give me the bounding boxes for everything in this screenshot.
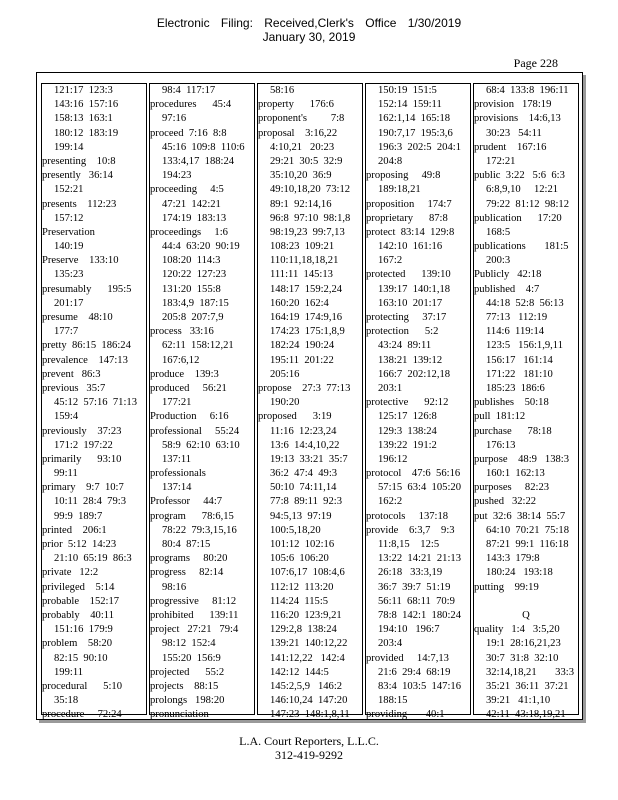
index-entry: published 4:7 (474, 283, 540, 295)
index-citation: 162:2 (378, 496, 403, 508)
index-entry: public 3:22 5:6 6:3 (474, 170, 565, 182)
reporter-company: L.A. Court Reporters, L.L.C. (239, 734, 379, 748)
index-citation: 157:12 (54, 212, 84, 224)
index-citation: 100:5,18,20 (270, 524, 321, 536)
index-citation: 147:23 148:1,8,11 (270, 709, 350, 721)
index-entry: produced 56:21 (150, 382, 227, 394)
index-citation: 205:8 207:7,9 (162, 312, 224, 323)
index-citation: 140:19 (54, 241, 84, 253)
index-citation: 49:10,18,20 73:12 (270, 184, 351, 196)
index-entry: presenting 10:8 (42, 155, 116, 167)
index-citation: 120:22 127:23 (162, 269, 227, 281)
efile-word: Received,Clerk's (264, 16, 354, 30)
index-citation: 94:5,13 97:19 (270, 510, 332, 522)
index-citation: 36:2 47:4 49:3 (270, 468, 338, 480)
index-citation: 160:20 162:4 (270, 297, 329, 309)
index-citation: 190:7,17 195:3,6 (378, 127, 453, 139)
index-entry: property 176:6 (258, 99, 334, 111)
index-citation: 133:4,17 188:24 (162, 155, 235, 167)
index-entry: progress 82:14 (150, 567, 224, 579)
index-entry: purchase 78:18 (474, 425, 552, 437)
index-citation: Q (522, 609, 530, 621)
index-entry: primary 9:7 10:7 (42, 482, 124, 494)
index-citation: 121:17 123:3 (54, 85, 113, 96)
index-citation: 135:23 (54, 269, 84, 281)
index-citation: 116:20 123:9,21 (270, 609, 342, 621)
index-entry: Production 6:16 (150, 411, 229, 423)
index-citation: 112:12 113:20 (270, 581, 334, 593)
index-citation: 111:11 145:13 (270, 269, 333, 281)
index-citation: 35:10,20 36:9 (270, 170, 332, 182)
index-citation: 188:15 (378, 695, 408, 707)
index-citation: 99:9 189:7 (54, 510, 103, 522)
index-entry: primarily 93:10 (42, 453, 122, 465)
index-column (149, 83, 255, 721)
index-citation: 21:10 65:19 86:3 (54, 553, 132, 565)
index-citation: 146:10,24 147:20 (270, 695, 348, 707)
index-entry: quality 1:4 3:5,20 (474, 624, 560, 636)
index-citation: 62:11 158:12,21 (162, 340, 234, 352)
index-entry: prevent 86:3 (42, 368, 101, 380)
index-entry: propose 27:3 77:13 (258, 382, 351, 394)
index-column (473, 83, 579, 721)
index-citation: 35:18 (54, 695, 79, 707)
index-citation: 30:7 31:8 32:10 (486, 652, 559, 664)
index-entry: putting 99:19 (474, 581, 539, 593)
index-entry: private 12:2 (42, 567, 99, 579)
index-citation: 203:4 (378, 638, 403, 650)
index-entry: provide 6:3,7 9:3 (366, 524, 455, 536)
index-citation: 98:4 117:17 (162, 85, 216, 96)
index-citation: 138:21 139:12 (378, 354, 443, 366)
index-citation: 172:21 (486, 155, 516, 167)
index-entry: purposes 82:23 (474, 482, 550, 494)
index-citation: 148:17 159:2,24 (270, 283, 343, 295)
index-citation: 19:13 33:21 35:7 (270, 453, 348, 465)
index-entry: proprietary 87:8 (366, 212, 448, 224)
index-citation: 107:6,17 108:4,6 (270, 567, 345, 579)
index-citation: 162:1,14 165:18 (378, 113, 451, 125)
index-entry: prudent 167:16 (474, 141, 547, 153)
index-entry: printed 206:1 (42, 524, 107, 536)
index-citation: 77:13 112:19 (486, 312, 548, 323)
index-entry: pushed 32:22 (474, 496, 537, 508)
index-citation: 156:17 161:14 (486, 354, 553, 366)
index-column (365, 83, 471, 721)
index-citation: 101:12 102:16 (270, 539, 335, 550)
index-citation: 129:2,8 138:24 (270, 624, 337, 636)
index-citation: 152:14 159:11 (378, 99, 442, 111)
index-entry: process 33:16 (150, 326, 214, 338)
index-citation: 125:17 126:8 (378, 411, 437, 423)
index-entry: provisions 14:6,13 (474, 113, 561, 125)
index-citation: 96:8 97:10 98:1,8 (270, 212, 351, 224)
index-citation: 58:16 (270, 85, 295, 96)
index-citation: 196:12 (378, 453, 408, 465)
index-entry: programs 80:20 (150, 553, 228, 565)
index-citation: 89:1 92:14,16 (270, 198, 332, 210)
index-citation: 182:24 190:24 (270, 340, 335, 352)
index-entry: proceeding 4:5 (150, 184, 224, 196)
index-citation: 32:14,18,21 33:3 (486, 666, 574, 678)
index-citation: 195:11 201:22 (270, 354, 334, 366)
index-citation: 10:11 28:4 79:3 (54, 496, 126, 508)
index-entry: Preserve 133:10 (42, 255, 119, 267)
index-citation: 205:16 (270, 368, 300, 380)
index-citation: 80:4 87:15 (162, 539, 211, 550)
index-citation: 203:1 (378, 382, 403, 394)
index-citation: 200:3 (486, 255, 511, 267)
index-citation: 180:24 193:18 (486, 567, 553, 579)
efile-date: January 30, 2019 (262, 30, 356, 44)
index-citation: 123:5 156:1,9,11 (486, 340, 564, 352)
index-citation: 189:18,21 (378, 184, 421, 196)
index-citation: 174:23 175:1,8,9 (270, 326, 345, 338)
index-citation: 45:16 109:8 110:6 (162, 141, 245, 153)
index-citation: 159:4 (54, 411, 79, 423)
reporter-footer (0, 734, 618, 762)
index-citation: 177:7 (54, 326, 79, 338)
electronic-filing-stamp (0, 16, 618, 44)
index-citation: 129:3 138:24 (378, 425, 437, 437)
index-entry: proponent's 7:8 (258, 113, 345, 125)
index-citation: 110:11,18,18,21 (270, 255, 339, 267)
index-entry: prolongs 198:20 (150, 695, 225, 707)
index-citation: 43:24 89:11 (378, 340, 432, 352)
index-entry: Professor 44:7 (150, 496, 223, 508)
index-entry: prohibited 139:11 (150, 609, 239, 621)
index-entry: procedural 5:10 (42, 680, 123, 692)
index-citation: 174:19 183:13 (162, 212, 227, 224)
index-citation: 151:16 179:9 (54, 624, 113, 636)
index-entry: purpose 48:9 138:3 (474, 453, 570, 465)
index-entry: publications 181:5 (474, 241, 569, 253)
index-citation: 190:20 (270, 397, 300, 409)
index-citation: 180:12 183:19 (54, 127, 119, 139)
index-citation: 199:11 (54, 666, 84, 678)
index-entry: presumably 195:5 (42, 283, 132, 295)
index-citation: 11:16 12:23,24 (270, 425, 337, 437)
index-entry: progressive 81:12 (150, 595, 237, 607)
index-entry: proceed 7:16 8:8 (150, 127, 227, 139)
index-citation: 77:8 89:11 92:3 (270, 496, 342, 508)
index-citation: 58:9 62:10 63:10 (162, 439, 240, 451)
index-columns (37, 73, 582, 719)
index-entry: projected 55:2 (150, 666, 225, 678)
index-entry: protection 5:2 (366, 326, 439, 338)
index-entry: proposing 49:8 (366, 170, 441, 182)
index-column (257, 83, 363, 721)
index-citation: 97:16 (162, 113, 187, 125)
efile-word: Office (365, 16, 397, 30)
index-citation: 13:22 14:21 21:13 (378, 553, 461, 565)
index-citation: 152:21 (54, 184, 84, 196)
index-citation: 105:6 106:20 (270, 553, 329, 565)
index-entry: pronunciation (150, 709, 209, 721)
index-citation: 57:15 63:4 105:20 (378, 482, 461, 494)
index-citation: 56:11 68:11 70:9 (378, 595, 455, 607)
index-citation: 30:23 54:11 (486, 127, 542, 139)
index-citation: 82:15 90:10 (54, 652, 108, 664)
page-number: Page 228 (513, 56, 558, 70)
index-citation: 137:14 (162, 482, 192, 494)
index-citation: 204:8 (378, 155, 403, 167)
index-citation: 44:4 63:20 90:19 (162, 241, 240, 253)
index-entry: protect 83:14 129:8 (366, 226, 455, 238)
index-citation: 87:21 99:1 116:18 (486, 539, 569, 550)
index-entry: protocol 47:6 56:16 (366, 468, 461, 480)
index-entry: previous 35:7 (42, 382, 106, 394)
index-entry: prior 5:12 14:23 (42, 539, 117, 550)
index-citation: 39:21 41:1,10 (486, 695, 551, 707)
index-entry: professionals (150, 468, 206, 480)
index-citation: 29:21 30:5 32:9 (270, 155, 343, 167)
index-entry: presents 112:23 (42, 198, 117, 210)
index-citation: 36:7 39:7 51:19 (378, 581, 451, 593)
index-entry: Preservation (42, 226, 95, 238)
index-entry: procedures 45:4 (150, 99, 232, 111)
index-citation: 168:5 (486, 226, 511, 238)
index-citation: 13:6 14:4,10,22 (270, 439, 340, 451)
index-entry: pretty 86:15 186:24 (42, 340, 131, 352)
index-entry: problem 58:20 (42, 638, 113, 650)
index-entry: protective 92:12 (366, 397, 449, 409)
index-entry: proposition 174:7 (366, 198, 452, 210)
index-citation: 108:23 109:21 (270, 241, 335, 253)
index-entry: probable 152:17 (42, 595, 120, 607)
index-citation: 160:1 162:13 (486, 468, 545, 480)
index-entry: provision 178:19 (474, 99, 552, 111)
index-citation: 163:10 201:17 (378, 297, 443, 309)
index-citation: 164:19 174:9,16 (270, 312, 343, 323)
index-citation: 98:12 152:4 (162, 638, 216, 650)
index-entry: professional 55:24 (150, 425, 240, 437)
index-citation: 201:17 (54, 297, 84, 309)
index-citation: 139:21 140:12,22 (270, 638, 348, 650)
index-citation: 79:22 81:12 98:12 (486, 198, 569, 210)
index-citation: 131:20 155:8 (162, 283, 221, 295)
index-citation: 50:10 74:11,14 (270, 482, 337, 494)
index-citation: 114:24 115:5 (270, 595, 329, 607)
index-citation: 78:8 142:1 180:24 (378, 609, 461, 621)
index-entry: protocols 137:18 (366, 510, 449, 522)
efile-word: Electronic (156, 16, 210, 30)
index-citation: 47:21 142:21 (162, 198, 221, 210)
index-citation: 45:12 57:16 71:13 (54, 397, 137, 409)
index-citation: 98:16 (162, 581, 187, 593)
index-citation: 114:6 119:14 (486, 326, 545, 338)
index-entry: prevalence 147:13 (42, 354, 128, 366)
index-entry: procedure 72:24 (42, 709, 122, 721)
index-entry: project 27:21 79:4 (150, 624, 239, 636)
efile-word: 1/30/2019 (407, 16, 462, 30)
index-entry: providing 40:1 (366, 709, 445, 721)
index-entry: produce 139:3 (150, 368, 219, 380)
index-citation: 155:20 156:9 (162, 652, 221, 664)
index-entry: presume 48:10 (42, 312, 113, 323)
index-entry: presently 36:14 (42, 170, 113, 182)
index-citation: 176:13 (486, 439, 516, 451)
index-citation: 68:4 133:8 196:11 (486, 85, 569, 96)
index-citation: 185:23 186:6 (486, 382, 545, 394)
index-citation: 11:8,15 12:5 (378, 539, 440, 550)
index-entry: projects 88:15 (150, 680, 219, 692)
index-citation: 64:10 70:21 75:18 (486, 524, 569, 536)
index-citation: 78:22 79:3,15,16 (162, 524, 237, 536)
index-citation: 142:10 161:16 (378, 241, 443, 253)
index-citation: 4:10,21 20:23 (270, 141, 335, 153)
index-citation: 108:20 114:3 (162, 255, 221, 267)
index-citation: 42:11 43:18,19,21 (486, 709, 566, 721)
index-citation: 145:2,5,9 146:2 (270, 680, 343, 692)
index-citation: 158:13 163:1 (54, 113, 113, 125)
index-citation: 183:4,9 187:15 (162, 297, 229, 309)
index-entry: protected 139:10 (366, 269, 451, 281)
index-citation: 137:11 (162, 453, 192, 465)
index-entry: proposal 3:16,22 (258, 127, 338, 139)
efile-word: Filing: (220, 16, 253, 30)
index-citation: 19:1 28:16,21,23 (486, 638, 561, 650)
index-citation: 194:10 196:7 (378, 624, 440, 636)
index-column (41, 83, 147, 721)
index-citation: 199:14 (54, 141, 84, 153)
index-entry: publication 17:20 (474, 212, 562, 224)
efile-line (0, 16, 618, 30)
index-entry: protecting 37:17 (366, 312, 447, 323)
index-entry (474, 595, 578, 609)
index-citation: 177:21 (162, 397, 192, 409)
index-citation: 21:6 29:4 68:19 (378, 666, 451, 678)
index-entry: publishes 50:18 (474, 397, 549, 409)
index-citation: 35:21 36:11 37:21 (486, 680, 569, 692)
index-entry: privileged 5:14 (42, 581, 115, 593)
index-citation: 171:2 197:22 (54, 439, 113, 451)
index-entry: program 78:6,15 (150, 510, 234, 522)
index-entry: probably 40:11 (42, 609, 114, 621)
index-citation: 26:18 33:3,19 (378, 567, 443, 579)
index-citation: 167:2 (378, 255, 403, 267)
index-citation: 142:12 144:5 (270, 666, 329, 678)
index-entry: previously 37:23 (42, 425, 122, 437)
index-citation: 99:11 (54, 468, 78, 480)
index-citation: 167:6,12 (162, 354, 200, 366)
index-citation: 194:23 (162, 170, 192, 182)
index-citation: 139:17 140:1,18 (378, 283, 451, 295)
index-citation: 150:19 151:5 (378, 85, 437, 96)
index-citation: 141:12,22 142:4 (270, 652, 345, 664)
index-citation: 44:18 52:8 56:13 (486, 297, 564, 309)
index-entry: proposed 3:19 (258, 411, 332, 423)
reporter-phone: 312-419-9292 (275, 748, 343, 762)
index-citation: 143:16 157:16 (54, 99, 119, 111)
index-citation: 6:8,9,10 12:21 (486, 184, 559, 196)
index-entry: Publicly 42:18 (474, 269, 542, 281)
index-citation: 166:7 202:12,18 (378, 368, 451, 380)
index-entry: pull 181:12 (474, 411, 526, 423)
index-citation: 143:3 179:8 (486, 553, 540, 565)
index-citation: 196:3 202:5 204:1 (378, 141, 461, 153)
index-entry: proceedings 1:6 (150, 226, 228, 238)
index-citation: 98:19,23 99:7,13 (270, 226, 345, 238)
index-citation: 83:4 103:5 147:16 (378, 680, 461, 692)
index-citation: 171:22 181:10 (486, 368, 553, 380)
word-index-box (36, 72, 583, 720)
index-entry: provided 14:7,13 (366, 652, 449, 664)
index-entry: put 32:6 38:14 55:7 (474, 510, 566, 522)
index-citation: 139:22 191:2 (378, 439, 437, 451)
